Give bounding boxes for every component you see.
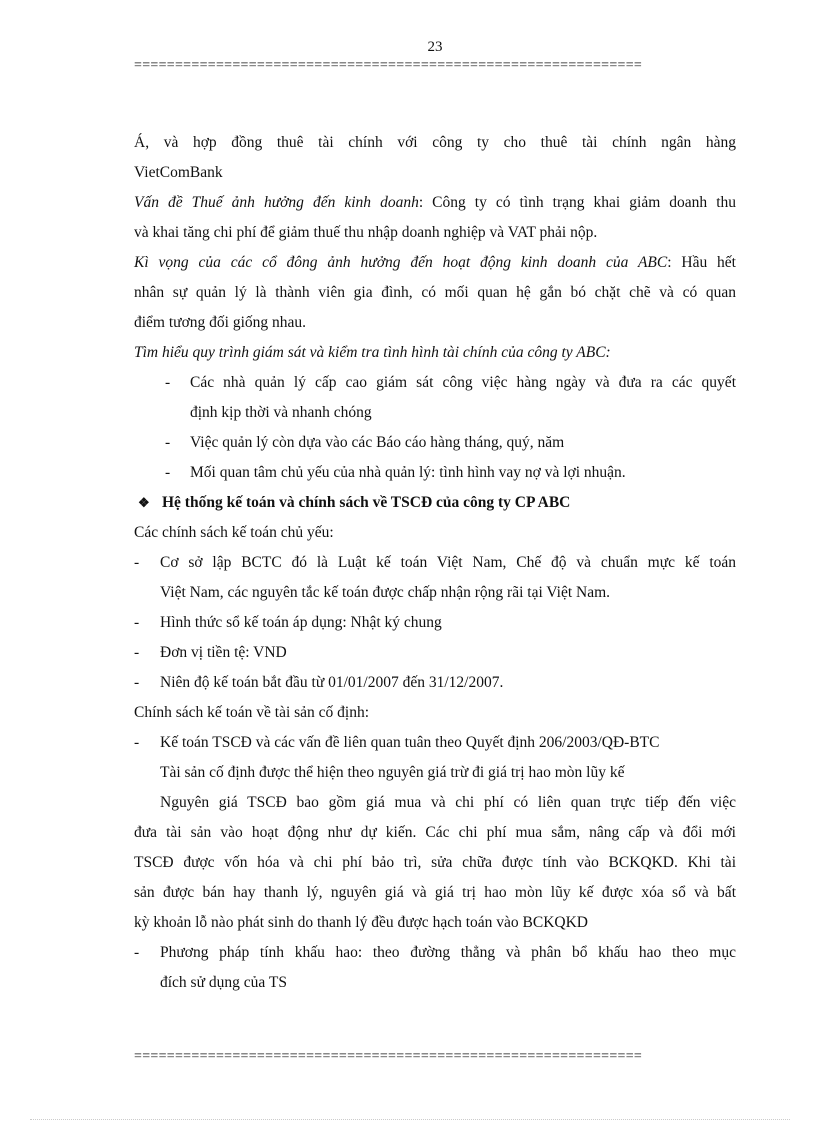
list-item-continuation: Việt Nam, các nguyên tắc kế toán được chấp nhận rộng rãi tại Việt Nam. [160,584,611,601]
dash-marker: - [134,614,140,631]
dash-marker: - [134,734,140,751]
list-item-text: Việc quản lý còn dựa vào các Báo cáo hàng tháng, quý, năm [190,434,565,451]
section-title: Tìm hiểu quy trình giám sát và kiểm tra tình hình tài chính của công ty ABC: [134,344,611,361]
dash-marker: - [165,434,171,451]
list-item [134,728,736,758]
diamond-bullet-icon: ❖ [138,495,150,510]
list-item-continuation: định kịp thời và nhanh chóng [190,404,372,421]
dash-marker: - [165,464,171,481]
dash-marker: - [134,674,140,691]
italic-term: Vấn đề Thuế ảnh hưởng đến kinh doanh [134,194,419,211]
section-heading [134,488,736,518]
page-bottom-divider [30,1119,790,1120]
paragraph-line: VietComBank [134,164,223,181]
list-item-text: Các nhà quản lý cấp cao giám sát công việc hàng ngày và đưa ra các quyết [190,374,736,391]
list-item-text: Niên độ kế toán bắt đầu từ 01/01/2007 đến 31/12/2007. [160,674,504,691]
list-item-text: Cơ sở lập BCTC đó là Luật kế toán Việt Nam, Chế độ và chuẩn mực kế toán [160,554,736,571]
list-item-text: Mối quan tâm chủ yếu của nhà quản lý: tình hình vay nợ và lợi nhuận. [190,464,626,481]
paragraph-line: Chính sách kế toán về tài sản cố định: [134,704,370,721]
italic-term: Kì vọng của các cổ đông ảnh hưởng đến hoạt động kinh doanh của ABC [134,254,668,271]
list-item [134,548,736,578]
list-item-text: Hình thức sổ kế toán áp dụng: Nhật ký chung [160,614,442,631]
header-rule: ============================================================== [134,58,643,73]
document-body [134,128,736,998]
paragraph-line: điểm tương đối giống nhau. [134,314,307,331]
dash-marker: - [134,644,140,661]
paragraph-text: : Hầu hết [667,254,736,271]
paragraph-line: TSCĐ được vốn hóa và chi phí bảo trì, sửa chữa được tính vào BCKQKD. Khi tài [134,854,736,871]
paragraph-line: sản được bán hay thanh lý, nguyên giá và giá trị hao mòn lũy kế được xóa sổ và bất [134,884,736,901]
dash-marker: - [165,374,171,391]
list-item-continuation: Tài sản cố định được thể hiện theo nguyên giá trừ đi giá trị hao mòn lũy kế [160,764,625,781]
dash-marker: - [134,944,140,961]
paragraph-line: nhân sự quản lý là thành viên gia đình, có mối quan hệ gắn bó chặt chẽ và có quan [134,284,736,301]
paragraph-line: và khai tăng chi phí để giảm thuế thu nhập doanh nghiệp và VAT phải nộp. [134,224,598,241]
list-item-text: Kế toán TSCĐ và các vấn đề liên quan tuân theo Quyết định 206/2003/QĐ-BTC [160,734,660,751]
list-item-text: Đơn vị tiền tệ: VND [160,644,287,661]
heading-text: Hệ thống kế toán và chính sách về TSCĐ của công ty CP ABC [162,494,571,511]
list-item [134,938,736,968]
paragraph-line: Các chính sách kế toán chủ yếu: [134,524,334,541]
paragraph-line: kỳ khoản lỗ nào phát sinh do thanh lý đều được hạch toán vào BCKQKD [134,914,588,931]
paragraph-line [134,188,736,218]
list-item [134,638,736,668]
list-item-continuation: đích sử dụng của TS [160,974,287,991]
paragraph-line: Nguyên giá TSCĐ bao gồm giá mua và chi phí có liên quan trực tiếp đến việc [160,794,736,811]
dash-marker: - [134,554,140,571]
paragraph-line: Á, và hợp đồng thuê tài chính với công ty cho thuê tài chính ngân hàng [134,134,736,151]
list-item [134,428,736,458]
list-item [134,608,736,638]
paragraph-text: : Công ty có tình trạng khai giảm doanh thu [418,194,737,211]
paragraph-line [134,248,736,278]
list-item [134,668,736,698]
list-item-text: Phương pháp tính khấu hao: theo đường thẳng và phân bổ khấu hao theo mục [160,944,736,961]
list-item [134,368,736,398]
paragraph-line: đưa tài sản vào hoạt động như dự kiến. Các chi phí mua sắm, nâng cấp và đổi mới [134,824,736,841]
page-number: 23 [427,39,443,55]
list-item [134,458,736,488]
footer-rule: ============================================================== [134,1049,643,1064]
